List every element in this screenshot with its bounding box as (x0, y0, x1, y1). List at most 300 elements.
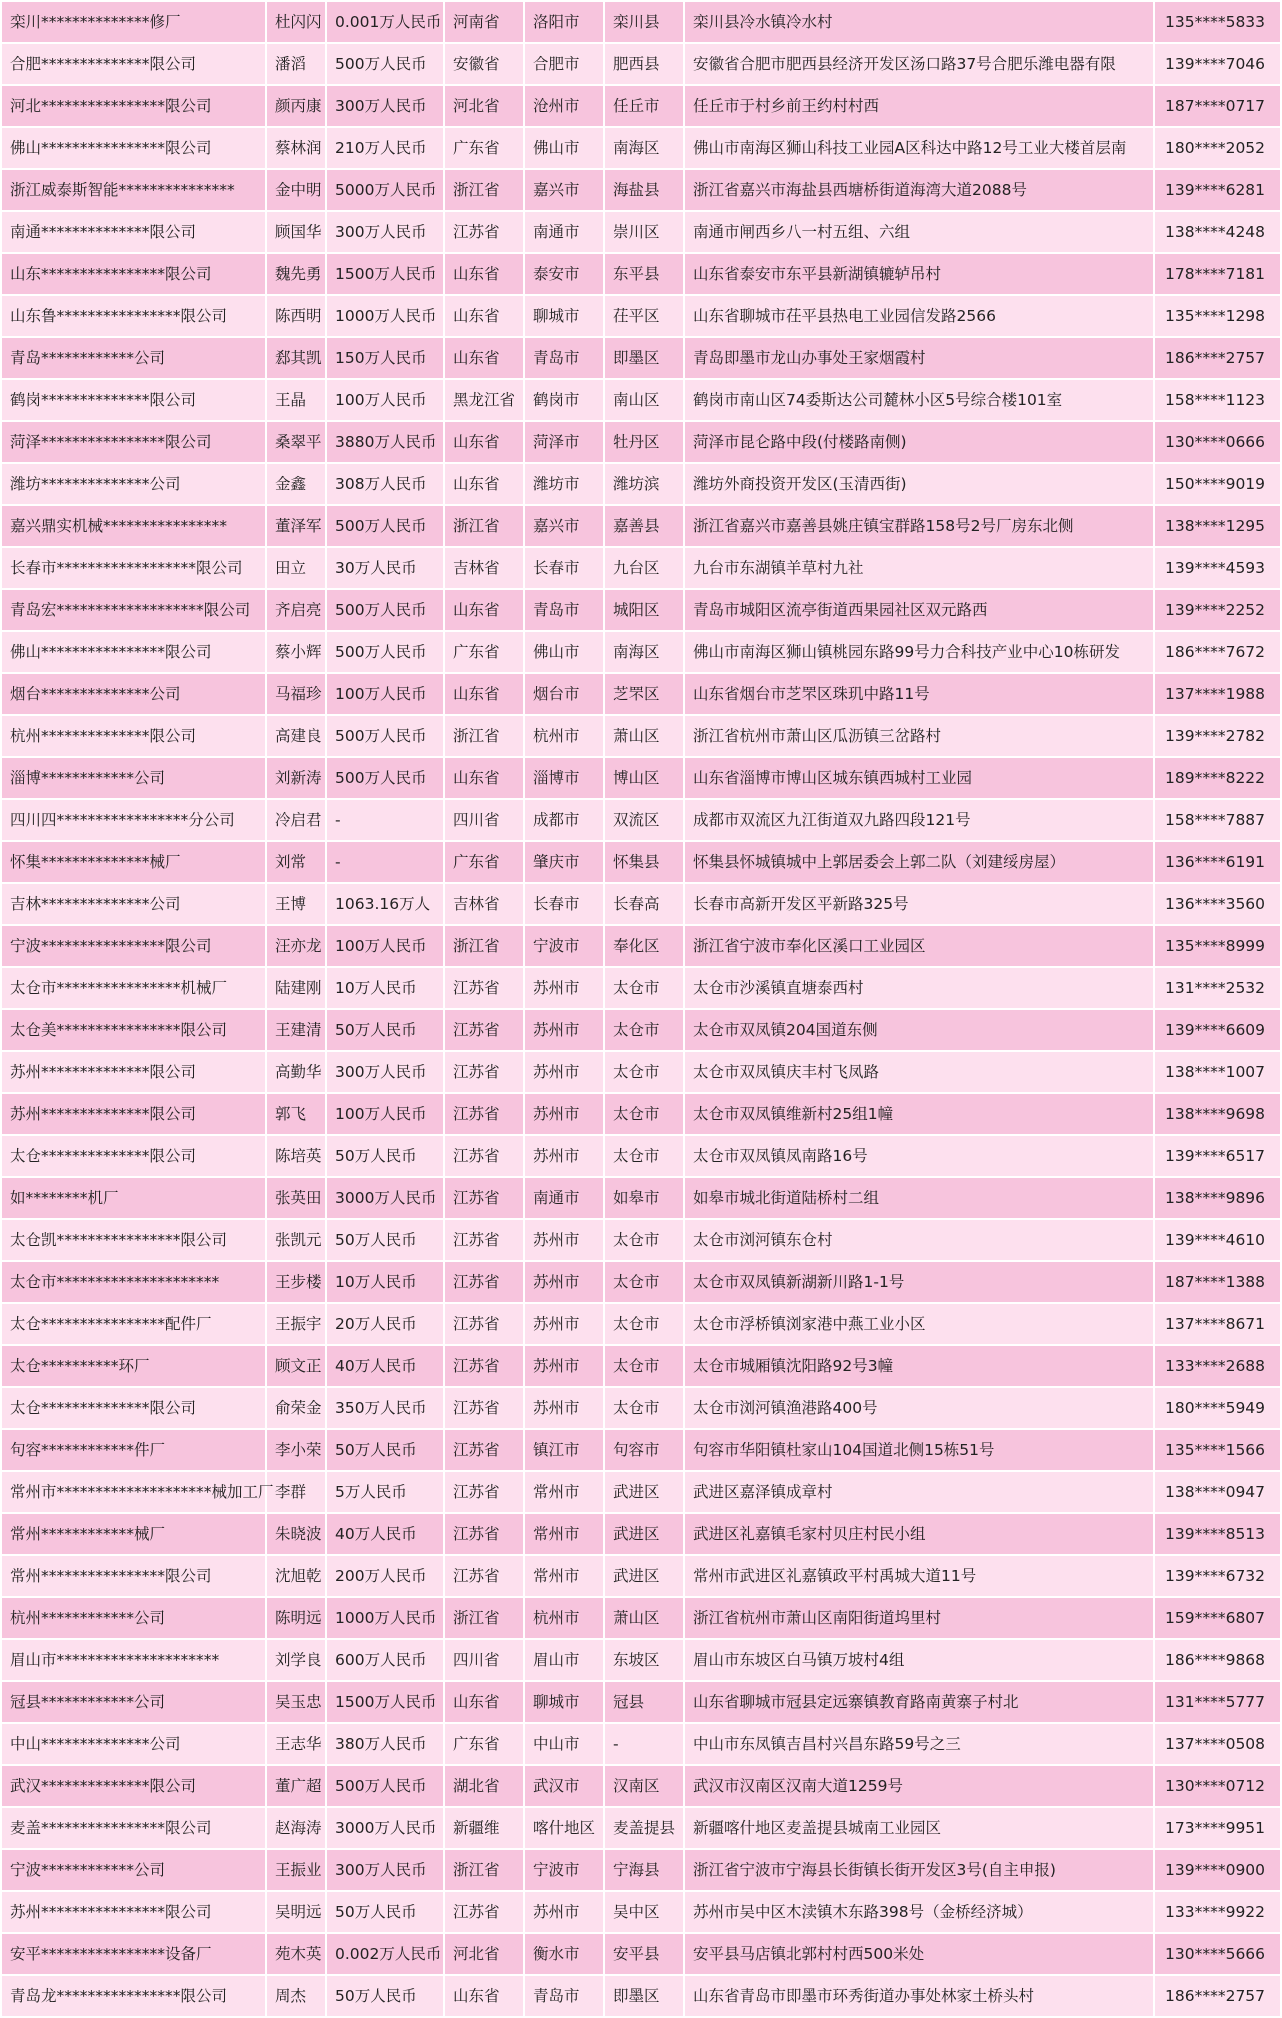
registered_capital-cell: 308万人民币 (326, 463, 444, 505)
registered_capital-cell: 300万人民币 (326, 1849, 444, 1891)
province-cell: 江苏省 (444, 1177, 524, 1219)
company-cell: 太仓**************限公司 (1, 1135, 266, 1177)
address-cell: 太仓市浏河镇东仓村 (684, 1219, 1154, 1261)
registered_capital-cell: 1500万人民币 (326, 253, 444, 295)
city-cell: 青岛市 (524, 337, 604, 379)
phone-cell: 135****1298 (1154, 295, 1281, 337)
address-cell: 浙江省宁波市奉化区溪口工业园区 (684, 925, 1154, 967)
city-cell: 洛阳市 (524, 1, 604, 43)
registered_capital-cell: 1500万人民币 (326, 1681, 444, 1723)
city-cell: 镇江市 (524, 1429, 604, 1471)
registered_capital-cell: 300万人民币 (326, 1051, 444, 1093)
company-cell: 潍坊**************公司 (1, 463, 266, 505)
address-cell: 常州市武进区礼嘉镇政平村禹城大道11号 (684, 1555, 1154, 1597)
table-row (1, 883, 1281, 925)
legal_person-cell: 颜丙康 (266, 85, 326, 127)
company-cell: 太仓市****************机械厂 (1, 967, 266, 1009)
legal_person-cell: 赵海涛 (266, 1807, 326, 1849)
table-row (1, 211, 1281, 253)
registered_capital-cell: 500万人民币 (326, 589, 444, 631)
province-cell: 广东省 (444, 127, 524, 169)
registered_capital-cell: 10万人民币 (326, 967, 444, 1009)
district-cell: 南海区 (604, 127, 684, 169)
district-cell: 如皋市 (604, 1177, 684, 1219)
city-cell: 苏州市 (524, 1219, 604, 1261)
province-cell: 安徽省 (444, 43, 524, 85)
legal_person-cell: 汪亦龙 (266, 925, 326, 967)
company-cell: 太仓美****************限公司 (1, 1009, 266, 1051)
city-cell: 宁波市 (524, 1849, 604, 1891)
phone-cell: 180****2052 (1154, 127, 1281, 169)
city-cell: 苏州市 (524, 1093, 604, 1135)
district-cell: 潍坊滨 (604, 463, 684, 505)
province-cell: 浙江省 (444, 169, 524, 211)
province-cell: 江苏省 (444, 967, 524, 1009)
registered_capital-cell: 1000万人民币 (326, 1597, 444, 1639)
city-cell: 青岛市 (524, 1975, 604, 2017)
company-cell: 苏州****************限公司 (1, 1891, 266, 1933)
district-cell: 太仓市 (604, 1219, 684, 1261)
table-row (1, 169, 1281, 211)
phone-cell: 189****8222 (1154, 757, 1281, 799)
company-cell: 如********机厂 (1, 1177, 266, 1219)
address-cell: 中山市东凤镇吉昌村兴昌东路59号之三 (684, 1723, 1154, 1765)
district-cell: 任丘市 (604, 85, 684, 127)
district-cell: 吴中区 (604, 1891, 684, 1933)
table-body (1, 1, 1281, 2017)
registered_capital-cell: 500万人民币 (326, 757, 444, 799)
table-row (1, 1975, 1281, 2017)
table-row (1, 673, 1281, 715)
company-cell: 烟台**************公司 (1, 673, 266, 715)
company-cell: 武汉**************限公司 (1, 1765, 266, 1807)
address-cell: 太仓市沙溪镇直塘泰西村 (684, 967, 1154, 1009)
address-cell: 山东省聊城市茌平县热电工业园信发路2566 (684, 295, 1154, 337)
table-row (1, 1, 1281, 43)
phone-cell: 131****2532 (1154, 967, 1281, 1009)
company-cell: 句容************件厂 (1, 1429, 266, 1471)
district-cell: 安平县 (604, 1933, 684, 1975)
registered_capital-cell: 50万人民币 (326, 1891, 444, 1933)
address-cell: 句容市华阳镇杜家山104国道北侧15栋51号 (684, 1429, 1154, 1471)
address-cell: 浙江省杭州市萧山区南阳街道坞里村 (684, 1597, 1154, 1639)
province-cell: 江苏省 (444, 1429, 524, 1471)
phone-cell: 139****6609 (1154, 1009, 1281, 1051)
address-cell: 新疆喀什地区麦盖提县城南工业园区 (684, 1807, 1154, 1849)
company-cell: 麦盖****************限公司 (1, 1807, 266, 1849)
district-cell: 麦盖提县 (604, 1807, 684, 1849)
city-cell: 杭州市 (524, 1597, 604, 1639)
legal_person-cell: 张英田 (266, 1177, 326, 1219)
phone-cell: 136****6191 (1154, 841, 1281, 883)
phone-cell: 186****2757 (1154, 337, 1281, 379)
table-row (1, 1177, 1281, 1219)
address-cell: 浙江省嘉兴市嘉善县姚庄镇宝群路158号2号厂房东北侧 (684, 505, 1154, 547)
legal_person-cell: 齐启亮 (266, 589, 326, 631)
address-cell: 南通市闸西乡八一村五组、六组 (684, 211, 1154, 253)
company-cell: 青岛龙****************限公司 (1, 1975, 266, 2017)
city-cell: 苏州市 (524, 1891, 604, 1933)
table-row (1, 1891, 1281, 1933)
table-row (1, 1009, 1281, 1051)
registered_capital-cell: 0.001万人民币 (326, 1, 444, 43)
table-row (1, 925, 1281, 967)
address-cell: 佛山市南海区狮山科技工业园A区科达中路12号工业大楼首层南 (684, 127, 1154, 169)
registered_capital-cell: 40万人民币 (326, 1513, 444, 1555)
company-cell: 常州****************限公司 (1, 1555, 266, 1597)
legal_person-cell: 沈旭乾 (266, 1555, 326, 1597)
province-cell: 浙江省 (444, 715, 524, 757)
legal_person-cell: 郄其凯 (266, 337, 326, 379)
province-cell: 山东省 (444, 1681, 524, 1723)
province-cell: 吉林省 (444, 883, 524, 925)
address-cell: 山东省青岛市即墨市环秀街道办事处林家土桥头村 (684, 1975, 1154, 2017)
district-cell: 芝罘区 (604, 673, 684, 715)
phone-cell: 159****6807 (1154, 1597, 1281, 1639)
district-cell: 太仓市 (604, 1387, 684, 1429)
city-cell: 佛山市 (524, 631, 604, 673)
city-cell: 潍坊市 (524, 463, 604, 505)
company-cell: 南通**************限公司 (1, 211, 266, 253)
registered_capital-cell: 10万人民币 (326, 1261, 444, 1303)
legal_person-cell: 杜闪闪 (266, 1, 326, 43)
company-cell: 青岛************公司 (1, 337, 266, 379)
company-cell: 鹤岗**************限公司 (1, 379, 266, 421)
phone-cell: 137****0508 (1154, 1723, 1281, 1765)
city-cell: 菏泽市 (524, 421, 604, 463)
address-cell: 太仓市双凤镇204国道东侧 (684, 1009, 1154, 1051)
city-cell: 嘉兴市 (524, 169, 604, 211)
phone-cell: 138****0947 (1154, 1471, 1281, 1513)
address-cell: 太仓市双凤镇庆丰村飞凤路 (684, 1051, 1154, 1093)
phone-cell: 130****5666 (1154, 1933, 1281, 1975)
company-cell: 苏州**************限公司 (1, 1051, 266, 1093)
company-cell: 淄博************公司 (1, 757, 266, 799)
legal_person-cell: 陈明远 (266, 1597, 326, 1639)
table-row (1, 253, 1281, 295)
district-cell: 太仓市 (604, 1261, 684, 1303)
phone-cell: 139****8513 (1154, 1513, 1281, 1555)
legal_person-cell: 俞荣金 (266, 1387, 326, 1429)
city-cell: 聊城市 (524, 295, 604, 337)
legal_person-cell: 顾文正 (266, 1345, 326, 1387)
registered_capital-cell: 5万人民币 (326, 1471, 444, 1513)
table-row (1, 127, 1281, 169)
legal_person-cell: 刘常 (266, 841, 326, 883)
province-cell: 江苏省 (444, 1471, 524, 1513)
province-cell: 江苏省 (444, 1009, 524, 1051)
phone-cell: 130****0666 (1154, 421, 1281, 463)
district-cell: 博山区 (604, 757, 684, 799)
legal_person-cell: 周杰 (266, 1975, 326, 2017)
table-row (1, 1219, 1281, 1261)
legal_person-cell: 金鑫 (266, 463, 326, 505)
city-cell: 佛山市 (524, 127, 604, 169)
legal_person-cell: 王振业 (266, 1849, 326, 1891)
table-row (1, 1303, 1281, 1345)
address-cell: 武进区礼嘉镇毛家村贝庄村民小组 (684, 1513, 1154, 1555)
province-cell: 江苏省 (444, 1303, 524, 1345)
registered_capital-cell: 150万人民币 (326, 337, 444, 379)
district-cell: 太仓市 (604, 967, 684, 1009)
table-row (1, 547, 1281, 589)
address-cell: 浙江省宁波市宁海县长街镇长街开发区3号(自主申报) (684, 1849, 1154, 1891)
registered_capital-cell: 300万人民币 (326, 211, 444, 253)
city-cell: 苏州市 (524, 1051, 604, 1093)
company-cell: 中山**************公司 (1, 1723, 266, 1765)
city-cell: 沧州市 (524, 85, 604, 127)
city-cell: 成都市 (524, 799, 604, 841)
address-cell: 青岛市城阳区流亭街道西果园社区双元路西 (684, 589, 1154, 631)
registered_capital-cell: 5000万人民币 (326, 169, 444, 211)
legal_person-cell: 张凯元 (266, 1219, 326, 1261)
city-cell: 南通市 (524, 211, 604, 253)
district-cell: 栾川县 (604, 1, 684, 43)
company-cell: 常州************械厂 (1, 1513, 266, 1555)
province-cell: 山东省 (444, 253, 524, 295)
city-cell: 苏州市 (524, 1261, 604, 1303)
table-row (1, 463, 1281, 505)
registered_capital-cell: 30万人民币 (326, 547, 444, 589)
province-cell: 广东省 (444, 631, 524, 673)
phone-cell: 139****6732 (1154, 1555, 1281, 1597)
table-row (1, 379, 1281, 421)
district-cell: 冠县 (604, 1681, 684, 1723)
table-row (1, 757, 1281, 799)
registered_capital-cell: 100万人民币 (326, 673, 444, 715)
city-cell: 眉山市 (524, 1639, 604, 1681)
address-cell: 太仓市浮桥镇浏家港中燕工业小区 (684, 1303, 1154, 1345)
province-cell: 湖北省 (444, 1765, 524, 1807)
legal_person-cell: 刘学良 (266, 1639, 326, 1681)
company-cell: 太仓****************配件厂 (1, 1303, 266, 1345)
district-cell: 武进区 (604, 1513, 684, 1555)
company-cell: 山东鲁****************限公司 (1, 295, 266, 337)
province-cell: 山东省 (444, 337, 524, 379)
phone-cell: 135****5833 (1154, 1, 1281, 43)
phone-cell: 138****1295 (1154, 505, 1281, 547)
district-cell: 太仓市 (604, 1345, 684, 1387)
phone-cell: 158****7887 (1154, 799, 1281, 841)
province-cell: 新疆维 (444, 1807, 524, 1849)
address-cell: 任丘市于村乡前王约村村西 (684, 85, 1154, 127)
registered_capital-cell: 50万人民币 (326, 1135, 444, 1177)
province-cell: 山东省 (444, 421, 524, 463)
district-cell: 即墨区 (604, 337, 684, 379)
company-cell: 杭州**************限公司 (1, 715, 266, 757)
legal_person-cell: 王博 (266, 883, 326, 925)
company-cell: 常州市********************械加工厂 (1, 1471, 266, 1513)
city-cell: 苏州市 (524, 1009, 604, 1051)
province-cell: 广东省 (444, 841, 524, 883)
district-cell: 双流区 (604, 799, 684, 841)
registered_capital-cell: 3000万人民币 (326, 1177, 444, 1219)
phone-cell: 131****5777 (1154, 1681, 1281, 1723)
company-cell: 菏泽****************限公司 (1, 421, 266, 463)
city-cell: 苏州市 (524, 1303, 604, 1345)
table-row (1, 1471, 1281, 1513)
table-row (1, 1051, 1281, 1093)
address-cell: 太仓市浏河镇渔港路400号 (684, 1387, 1154, 1429)
phone-cell: 137****1988 (1154, 673, 1281, 715)
address-cell: 浙江省嘉兴市海盐县西塘桥街道海湾大道2088号 (684, 169, 1154, 211)
company-cell: 太仓**************限公司 (1, 1387, 266, 1429)
city-cell: 苏州市 (524, 1345, 604, 1387)
province-cell: 山东省 (444, 673, 524, 715)
address-cell: 如皋市城北街道陆桥村二组 (684, 1177, 1154, 1219)
registered_capital-cell: 1000万人民币 (326, 295, 444, 337)
phone-cell: 133****9922 (1154, 1891, 1281, 1933)
city-cell: 常州市 (524, 1555, 604, 1597)
phone-cell: 138****9698 (1154, 1093, 1281, 1135)
phone-cell: 158****1123 (1154, 379, 1281, 421)
district-cell: 武进区 (604, 1555, 684, 1597)
registered_capital-cell: 210万人民币 (326, 127, 444, 169)
address-cell: 太仓市城厢镇沈阳路92号3幢 (684, 1345, 1154, 1387)
city-cell: 杭州市 (524, 715, 604, 757)
table-row (1, 1681, 1281, 1723)
district-cell: 太仓市 (604, 1303, 684, 1345)
address-cell: 浙江省杭州市萧山区瓜沥镇三岔路村 (684, 715, 1154, 757)
district-cell: 海盐县 (604, 169, 684, 211)
registered_capital-cell: 100万人民币 (326, 379, 444, 421)
district-cell: 崇川区 (604, 211, 684, 253)
registered_capital-cell: 200万人民币 (326, 1555, 444, 1597)
district-cell: 嘉善县 (604, 505, 684, 547)
district-cell: 茌平区 (604, 295, 684, 337)
district-cell: 太仓市 (604, 1051, 684, 1093)
registered_capital-cell: 50万人民币 (326, 1009, 444, 1051)
table-row (1, 841, 1281, 883)
table-row (1, 43, 1281, 85)
company-cell: 四川四*****************分公司 (1, 799, 266, 841)
company-cell: 合肥**************限公司 (1, 43, 266, 85)
address-cell: 武进区嘉泽镇成章村 (684, 1471, 1154, 1513)
table-row (1, 1849, 1281, 1891)
district-cell: 太仓市 (604, 1093, 684, 1135)
table-row (1, 1135, 1281, 1177)
district-cell: 南海区 (604, 631, 684, 673)
registered_capital-cell: 500万人民币 (326, 505, 444, 547)
phone-cell: 187****0717 (1154, 85, 1281, 127)
district-cell: 牡丹区 (604, 421, 684, 463)
district-cell: 句容市 (604, 1429, 684, 1471)
city-cell: 南通市 (524, 1177, 604, 1219)
address-cell: 青岛即墨市龙山办事处王家烟霞村 (684, 337, 1154, 379)
registered_capital-cell: 600万人民币 (326, 1639, 444, 1681)
registered_capital-cell: 50万人民币 (326, 1219, 444, 1261)
city-cell: 青岛市 (524, 589, 604, 631)
legal_person-cell: 朱晓波 (266, 1513, 326, 1555)
table-row (1, 1387, 1281, 1429)
province-cell: 江苏省 (444, 1513, 524, 1555)
province-cell: 河南省 (444, 1, 524, 43)
city-cell: 肇庆市 (524, 841, 604, 883)
phone-cell: 139****2782 (1154, 715, 1281, 757)
province-cell: 江苏省 (444, 1345, 524, 1387)
phone-cell: 137****8671 (1154, 1303, 1281, 1345)
phone-cell: 139****4610 (1154, 1219, 1281, 1261)
city-cell: 衡水市 (524, 1933, 604, 1975)
phone-cell: 138****1007 (1154, 1051, 1281, 1093)
phone-cell: 139****2252 (1154, 589, 1281, 631)
province-cell: 江苏省 (444, 1261, 524, 1303)
city-cell: 淄博市 (524, 757, 604, 799)
district-cell: 长春高 (604, 883, 684, 925)
legal_person-cell: 顾国华 (266, 211, 326, 253)
province-cell: 广东省 (444, 1723, 524, 1765)
province-cell: 吉林省 (444, 547, 524, 589)
phone-cell: 135****8999 (1154, 925, 1281, 967)
province-cell: 山东省 (444, 463, 524, 505)
registered_capital-cell: 3000万人民币 (326, 1807, 444, 1849)
company-cell: 佛山****************限公司 (1, 631, 266, 673)
address-cell: 安平县马店镇北郭村村西500米处 (684, 1933, 1154, 1975)
phone-cell: 135****1566 (1154, 1429, 1281, 1471)
registered_capital-cell: 500万人民币 (326, 631, 444, 673)
table-row (1, 1345, 1281, 1387)
registered_capital-cell: - (326, 799, 444, 841)
city-cell: 泰安市 (524, 253, 604, 295)
province-cell: 江苏省 (444, 1219, 524, 1261)
table-row (1, 631, 1281, 673)
table-row (1, 715, 1281, 757)
legal_person-cell: 陈西明 (266, 295, 326, 337)
address-cell: 栾川县冷水镇冷水村 (684, 1, 1154, 43)
address-cell: 山东省淄博市博山区城东镇西城村工业园 (684, 757, 1154, 799)
city-cell: 苏州市 (524, 1387, 604, 1429)
address-cell: 九台市东湖镇羊草村九社 (684, 547, 1154, 589)
address-cell: 成都市双流区九江街道双九路四段121号 (684, 799, 1154, 841)
district-cell: 萧山区 (604, 715, 684, 757)
phone-cell: 187****1388 (1154, 1261, 1281, 1303)
district-cell: 萧山区 (604, 1597, 684, 1639)
company-cell: 佛山****************限公司 (1, 127, 266, 169)
legal_person-cell: 桑翠平 (266, 421, 326, 463)
phone-cell: 178****7181 (1154, 253, 1281, 295)
company-cell: 浙江威泰斯智能*************** (1, 169, 266, 211)
province-cell: 江苏省 (444, 1891, 524, 1933)
legal_person-cell: 田立 (266, 547, 326, 589)
company-cell: 太仓市********************* (1, 1261, 266, 1303)
phone-cell: 180****5949 (1154, 1387, 1281, 1429)
district-cell: 武进区 (604, 1471, 684, 1513)
registered_capital-cell: 500万人民币 (326, 715, 444, 757)
company-cell: 冠县************公司 (1, 1681, 266, 1723)
company-cell: 安平****************设备厂 (1, 1933, 266, 1975)
phone-cell: 186****2757 (1154, 1975, 1281, 2017)
province-cell: 浙江省 (444, 505, 524, 547)
registered_capital-cell: 350万人民币 (326, 1387, 444, 1429)
table-row (1, 589, 1281, 631)
district-cell: 宁海县 (604, 1849, 684, 1891)
registered_capital-cell: 3880万人民币 (326, 421, 444, 463)
city-cell: 苏州市 (524, 967, 604, 1009)
legal_person-cell: 高勤华 (266, 1051, 326, 1093)
city-cell: 聊城市 (524, 1681, 604, 1723)
district-cell: 东平县 (604, 253, 684, 295)
city-cell: 中山市 (524, 1723, 604, 1765)
address-cell: 山东省泰安市东平县新湖镇辘轳吊村 (684, 253, 1154, 295)
province-cell: 山东省 (444, 1975, 524, 2017)
province-cell: 山东省 (444, 295, 524, 337)
table-row (1, 505, 1281, 547)
registered_capital-cell: 40万人民币 (326, 1345, 444, 1387)
legal_person-cell: 高建良 (266, 715, 326, 757)
table-row (1, 295, 1281, 337)
company-cell: 青岛宏*******************限公司 (1, 589, 266, 631)
city-cell: 鹤岗市 (524, 379, 604, 421)
